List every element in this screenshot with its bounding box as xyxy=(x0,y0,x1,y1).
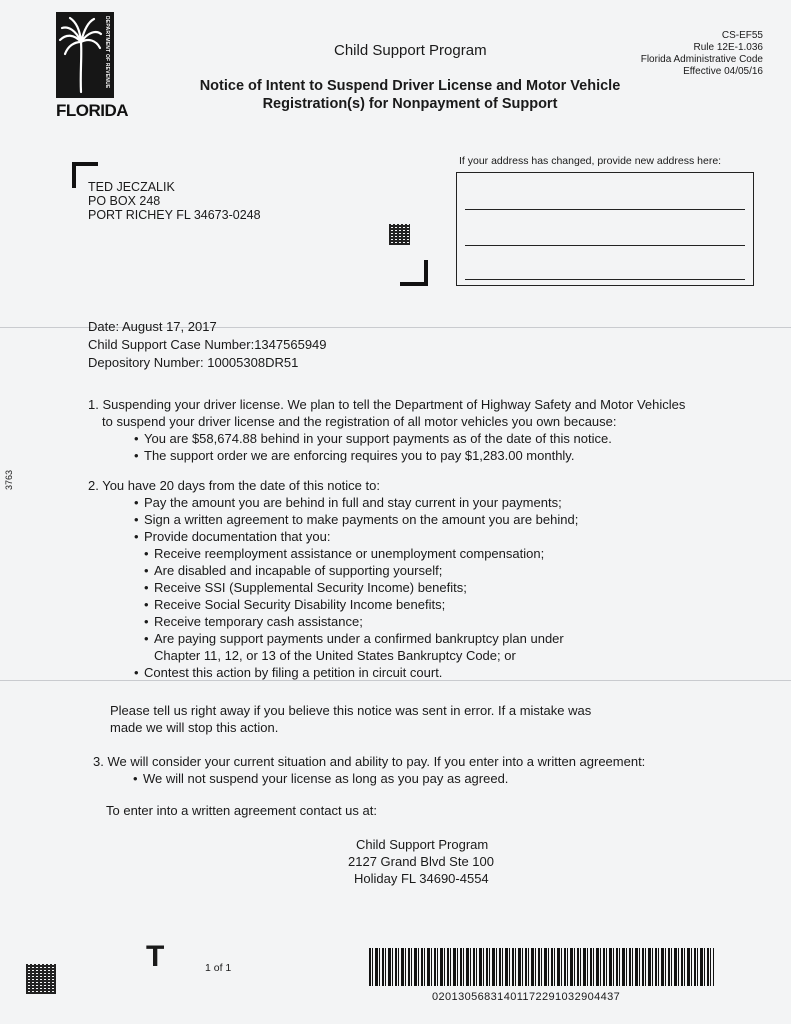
section-3 xyxy=(93,753,773,787)
contact-intro: To enter into a written agreement contact us at: xyxy=(106,803,377,818)
side-number: 3763 xyxy=(4,470,14,491)
section-1 xyxy=(88,396,768,464)
date-label: Date: xyxy=(88,319,120,334)
form-id: CS-EF55 xyxy=(721,30,763,41)
new-address-box[interactable] xyxy=(456,172,754,286)
title-line: Registration(s) for Nonpayment of Support xyxy=(262,96,558,112)
address-write-line xyxy=(465,279,745,280)
contact-street: 2127 Grand Blvd Ste 100 xyxy=(348,854,494,869)
page-number: 1 of 1 xyxy=(205,962,232,974)
list-item: • Provide documentation that you: xyxy=(134,528,768,545)
notice-date: August 17, 2017 xyxy=(121,319,217,334)
section-3-intro: 3. We will consider your current situation and ability to pay. If you enter into a written agreement: xyxy=(93,754,646,769)
address-write-line xyxy=(465,209,745,210)
list-item: • Sign a written agreement to make payments on the amount you are behind; xyxy=(134,511,768,528)
error-note-line: made we will stop this action. xyxy=(110,720,279,735)
form-rule: Rule 12E-1.036 xyxy=(693,42,763,53)
form-meta xyxy=(641,30,763,78)
list-item: • You are $58,674.88 behind in your support payments as of the date of this notice. xyxy=(134,430,768,447)
case-number: 1347565949 xyxy=(254,337,327,352)
error-note xyxy=(110,702,730,736)
corner-mark xyxy=(72,162,76,188)
list-item: • We will not suspend your license as long as you pay as agreed. xyxy=(133,770,773,787)
section-2-intro: 2. You have 20 days from the date of this notice to: xyxy=(88,478,380,493)
section-2 xyxy=(88,477,768,681)
contact-name: Child Support Program xyxy=(356,837,489,852)
datamatrix-icon xyxy=(26,964,56,994)
logo-word: FLORIDA xyxy=(56,101,129,120)
case-info xyxy=(88,318,327,372)
notice-title xyxy=(150,77,670,113)
recipient-name: TED JECZALIK xyxy=(88,180,175,194)
depository-label: Depository Number: xyxy=(88,355,204,370)
error-note-line: Please tell us right away if you believe this notice was sent in error. If a mistake was xyxy=(110,703,592,718)
marker-letter: T xyxy=(146,940,165,973)
sub-list-item: • Are paying support payments under a confirmed bankruptcy plan under xyxy=(144,630,768,647)
palm-tree-icon xyxy=(56,12,114,98)
florida-revenue-logo xyxy=(56,12,129,122)
header-program: Child Support Program xyxy=(334,42,487,59)
list-item: • Contest this action by filing a petition in circuit court. xyxy=(134,664,768,681)
form-effective: Effective 04/05/16 xyxy=(683,66,763,77)
case-number-label: Child Support Case Number: xyxy=(88,337,255,352)
recipient-address xyxy=(88,180,261,222)
address-write-line xyxy=(465,245,745,246)
sub-list-item-cont: Chapter 11, 12, or 13 of the United States Bankruptcy Code; or xyxy=(154,648,516,663)
barcode-icon xyxy=(369,948,714,986)
barcode-number: 02013056831401172291032904437 xyxy=(432,991,621,1003)
sub-list-item: • Receive SSI (Supplemental Security Income) benefits; xyxy=(144,579,768,596)
list-item: • Pay the amount you are behind in full and stay current in your payments; xyxy=(134,494,768,511)
depository-number: 10005308DR51 xyxy=(207,355,299,370)
logo-side-text: DEPARTMENT OF REVENUE xyxy=(104,16,110,89)
sub-list-item: • Are disabled and incapable of supporting yourself; xyxy=(144,562,768,579)
contact-address xyxy=(348,836,494,887)
section-1-intro: to suspend your driver license and the registration of all motor vehicles you own because: xyxy=(102,414,617,429)
title-line: Notice of Intent to Suspend Driver License and Motor Vehicle xyxy=(199,78,621,94)
address-change-note: If your address has changed, provide new address here: xyxy=(459,155,722,167)
corner-mark xyxy=(424,260,428,286)
sub-list-item: • Receive reemployment assistance or unemployment compensation; xyxy=(144,545,768,562)
form-code: Florida Administrative Code xyxy=(640,54,763,65)
recipient-line: PO BOX 248 xyxy=(88,194,161,208)
contact-city: Holiday FL 34690-4554 xyxy=(354,871,489,886)
sub-list-item: • Receive Social Security Disability Income benefits; xyxy=(144,596,768,613)
qr-code-icon xyxy=(389,224,410,245)
recipient-line: PORT RICHEY FL 34673-0248 xyxy=(88,208,261,222)
sub-list-item: • Receive temporary cash assistance; xyxy=(144,613,768,630)
list-item: • The support order we are enforcing requires you to pay $1,283.00 monthly. xyxy=(134,447,768,464)
section-1-intro: 1. Suspending your driver license. We plan to tell the Department of Highway Safety and Motor Vehicles xyxy=(88,397,686,412)
